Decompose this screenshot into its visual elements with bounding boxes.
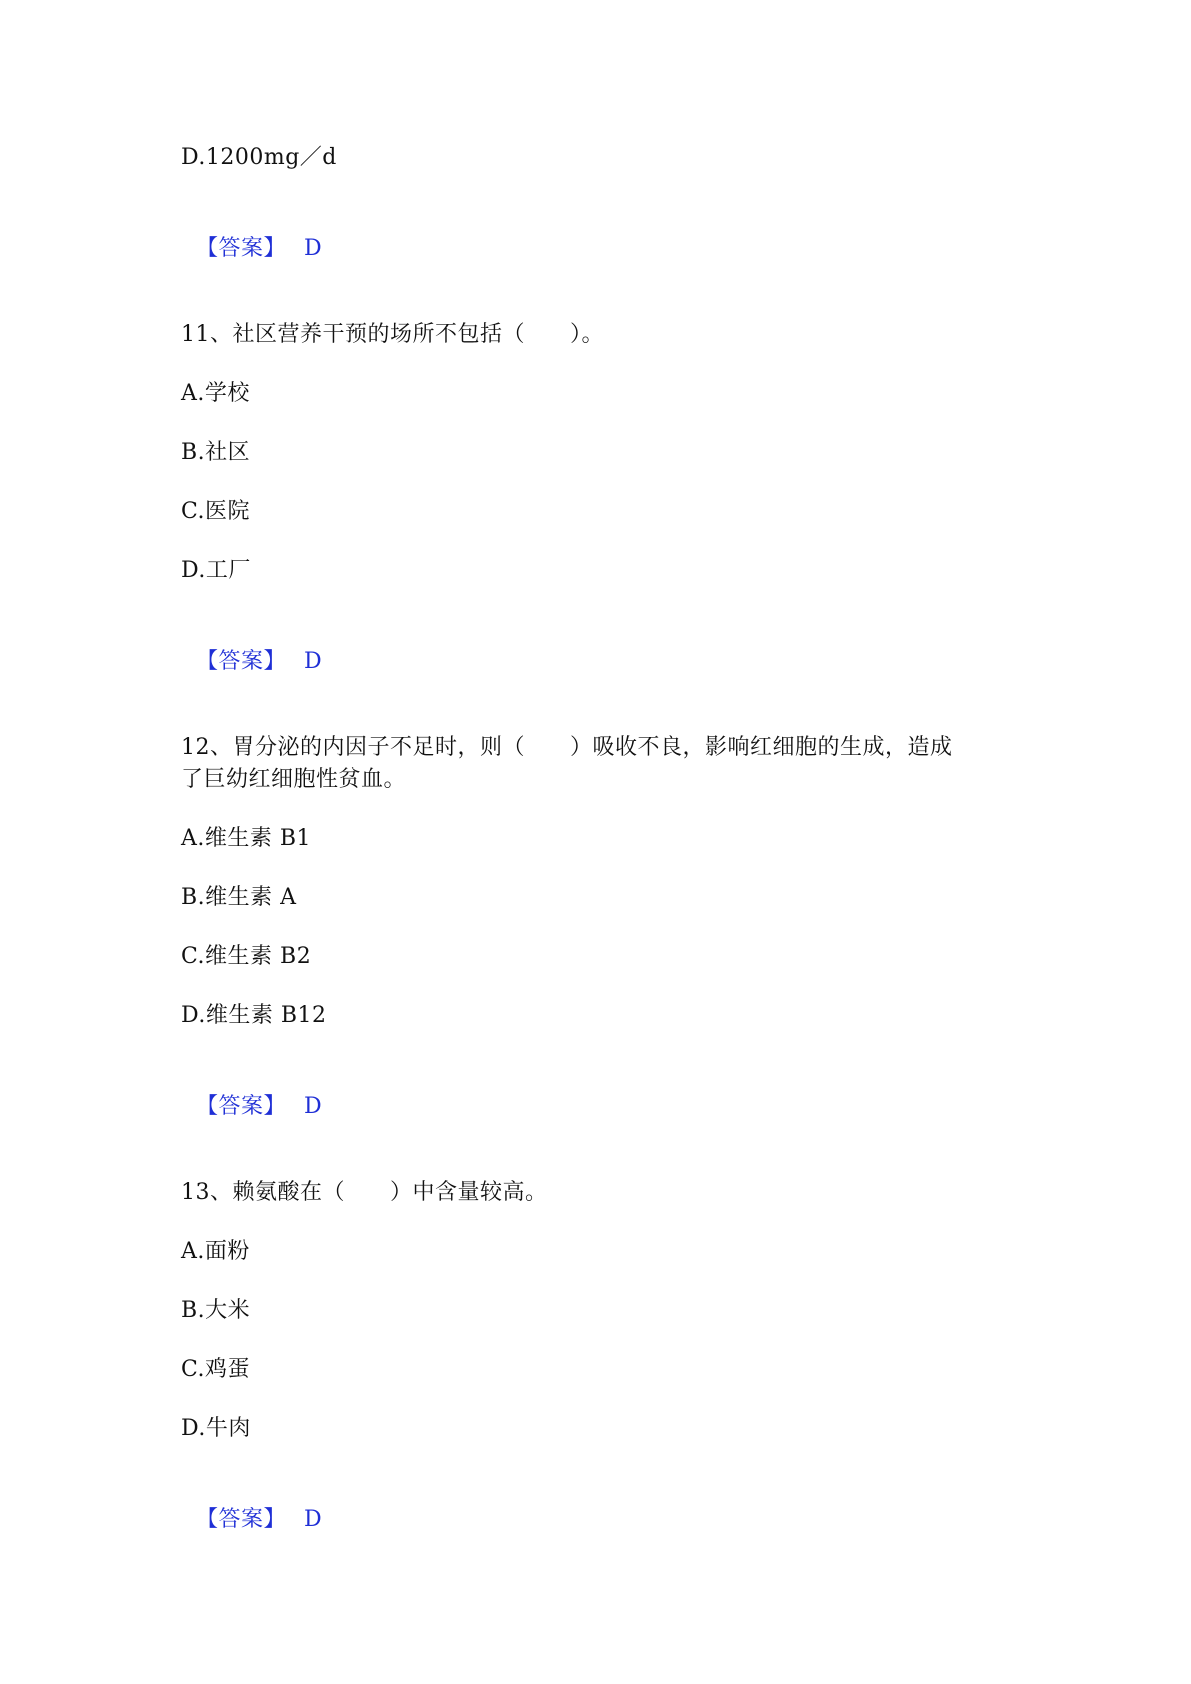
answer-label: 【答案】 [196,1507,287,1532]
q13-option-b: B.大米 [181,1298,251,1323]
q13-option-c: C.鸡蛋 [181,1357,251,1382]
answer-value: D [304,649,323,674]
answer-label: 【答案】 [196,1094,287,1119]
answer-label: 【答案】 [196,649,287,674]
q12-option-b: B.维生素 A [181,885,297,910]
answer-label: 【答案】 [196,236,287,261]
question-13: 13、赖氨酸在（ ）中含量较高。 [181,1180,548,1205]
question-11: 11、社区营养干预的场所不包括（ ）。 [181,322,604,347]
q13-answer-line [181,1472,322,1536]
q12-option-a: A.维生素 B1 [181,826,312,851]
answer-value: D [304,1507,323,1532]
q13-option-a: A.面粉 [181,1239,250,1264]
option-d: D.1200mg／d [181,145,337,170]
answer-line [181,201,322,265]
question-12-line1: 12、胃分泌的内因子不足时，则（ ）吸收不良，影响红细胞的生成，造成 [181,735,953,760]
q13-option-d: D.牛肉 [181,1416,251,1441]
q11-option-c: C.医院 [181,499,251,524]
answer-value: D [304,1094,323,1119]
q11-option-a: A.学校 [181,381,250,406]
q12-option-d: D.维生素 B12 [181,1003,327,1028]
q12-answer-line [181,1059,322,1123]
q12-option-c: C.维生素 B2 [181,944,312,969]
q11-option-d: D.工厂 [181,558,251,583]
q11-option-b: B.社区 [181,440,251,465]
question-12-line2: 了巨幼红细胞性贫血。 [181,767,407,792]
q11-answer-line [181,614,322,678]
answer-value: D [304,236,323,261]
